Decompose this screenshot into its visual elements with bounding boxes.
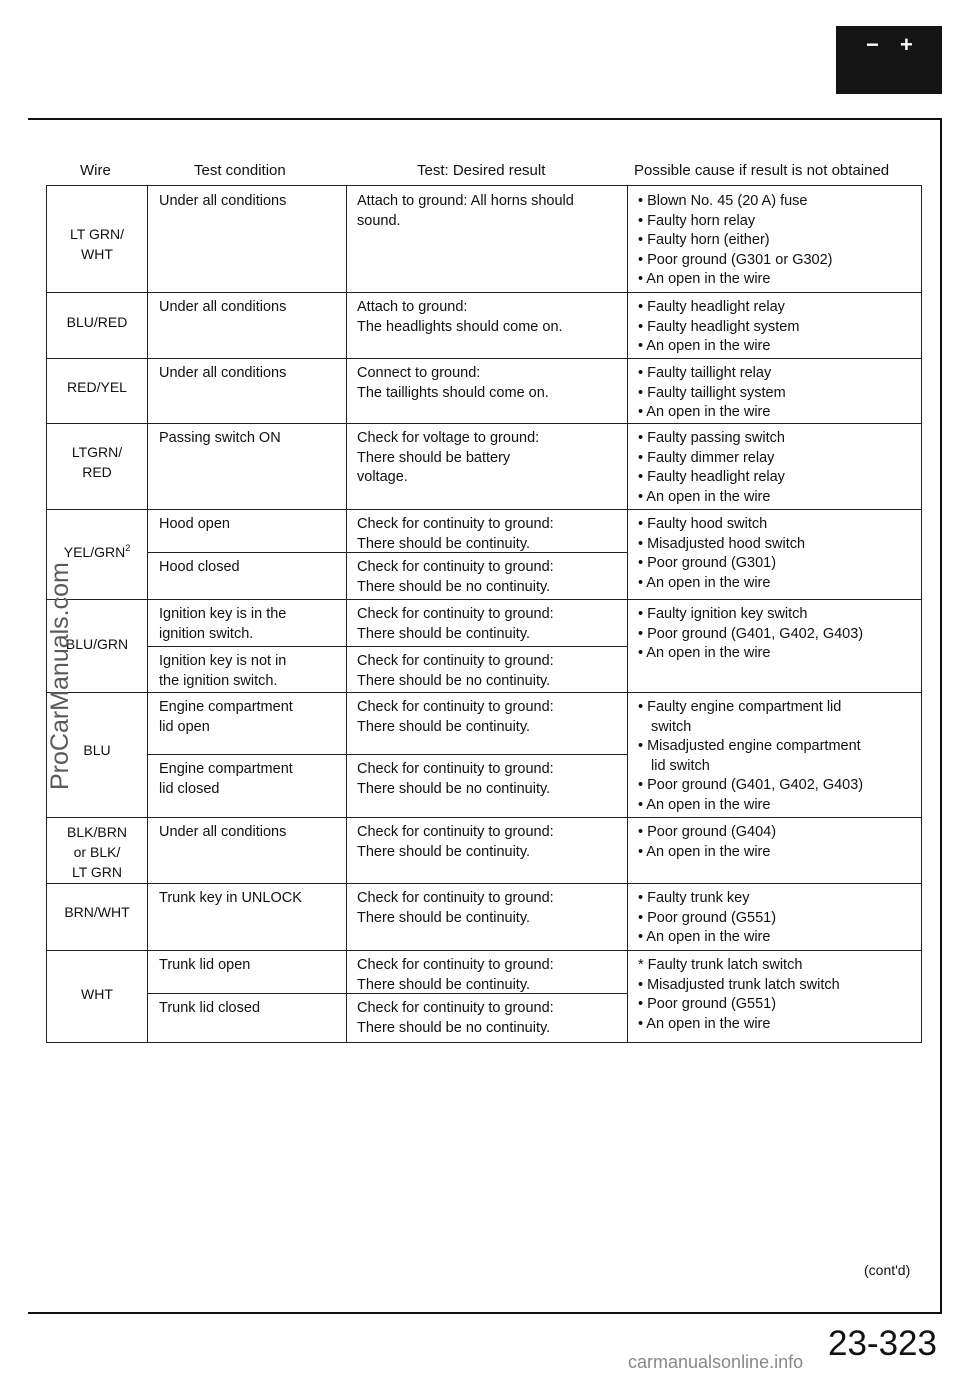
possible-cause-item: • Poor ground (G551) <box>638 996 777 1012</box>
possible-cause-item: • Faulty horn (either) <box>638 232 770 248</box>
possible-cause-item: • Faulty engine compartment lid <box>638 699 842 715</box>
desired-result-line: Check for continuity to ground: <box>357 653 554 669</box>
wire-color <box>47 984 147 1004</box>
desired-result-line: The headlights should come on. <box>357 318 563 335</box>
test-condition <box>159 760 293 799</box>
desired-result <box>357 364 549 403</box>
possible-cause-item: • Faulty headlight relay <box>638 299 785 315</box>
header-test-condition: Test condition <box>194 162 286 179</box>
test-condition-line: Trunk key in UNLOCK <box>159 890 302 906</box>
possible-cause-item: • Misadjusted engine compartment <box>638 738 861 754</box>
wire-color-line: LT GRN/ <box>70 226 124 242</box>
possible-cause-item: • An open in the wire <box>638 645 771 661</box>
possible-cause-item: • Faulty trunk key <box>638 890 750 906</box>
wire-color-line: BLU <box>83 742 111 758</box>
possible-cause-item: * Faulty trunk latch switch <box>638 957 803 973</box>
test-condition <box>159 298 286 318</box>
possible-causes <box>638 823 776 862</box>
wire-color-line: RED/YEL <box>67 379 127 395</box>
page-number: 23-323 <box>828 1324 937 1363</box>
desired-result <box>357 429 539 488</box>
test-condition <box>159 515 230 535</box>
test-condition-line: ignition switch. <box>159 625 254 642</box>
possible-causes <box>638 298 799 357</box>
wire-color <box>47 312 147 332</box>
desired-result-line: There should be continuity. <box>357 843 531 860</box>
column-divider <box>346 186 347 1042</box>
desired-result <box>357 515 554 554</box>
row-divider <box>47 692 921 693</box>
wire-color-line: YEL/GRN$^2$ <box>63 543 131 560</box>
desired-result <box>357 558 554 597</box>
possible-cause-item: lid switch <box>651 757 710 774</box>
test-condition-line: Trunk lid closed <box>159 1000 261 1016</box>
desired-result <box>357 192 574 231</box>
test-condition-line: Under all conditions <box>159 824 287 840</box>
desired-result-line: Connect to ground: <box>357 365 481 381</box>
wire-color-line: LTGRN/ <box>71 444 123 460</box>
test-condition <box>159 605 286 644</box>
test-condition-line: lid closed <box>159 780 220 797</box>
possible-cause-item: • An open in the wire <box>638 929 771 945</box>
test-condition-line: Hood closed <box>159 559 240 575</box>
continued-note: (cont'd) <box>864 1262 911 1278</box>
wire-color <box>47 442 147 482</box>
test-condition-line: Engine compartment <box>159 699 293 715</box>
wire-color-line: BLU/GRN <box>65 636 129 652</box>
test-condition <box>159 956 250 976</box>
test-condition <box>159 558 240 578</box>
desired-result-line: There should be continuity. <box>357 976 531 993</box>
possible-cause-item: • Poor ground (G404) <box>638 824 777 840</box>
possible-cause-item: • An open in the wire <box>638 404 771 420</box>
possible-cause-item: • An open in the wire <box>638 843 771 860</box>
possible-cause-item: • Misadjusted trunk latch switch <box>638 976 840 993</box>
header-desired-result: Test: Desired result <box>417 162 546 179</box>
wire-color <box>47 542 147 562</box>
sub-row-divider <box>147 754 627 755</box>
desired-result-line: There should be no continuity. <box>357 578 551 595</box>
possible-cause-item: • Poor ground (G301) <box>638 555 777 571</box>
test-condition <box>159 652 286 691</box>
row-divider <box>47 883 921 884</box>
wire-color-line: RED <box>82 464 112 480</box>
possible-causes <box>638 515 805 593</box>
wire-color-line: WHT <box>81 986 113 1002</box>
desired-result-line: There should be battery <box>357 449 511 466</box>
possible-cause-item: switch <box>651 718 692 735</box>
desired-result-line: Attach to ground: <box>357 299 468 315</box>
test-condition <box>159 698 293 737</box>
test-condition-line: Hood open <box>159 516 230 532</box>
test-condition-line: Trunk lid open <box>159 957 251 973</box>
header-possible-cause: Possible cause if result is not obtained <box>634 162 890 179</box>
desired-result-line: There should be continuity. <box>357 535 531 552</box>
row-divider <box>47 423 921 424</box>
possible-cause-item: • Faulty taillight relay <box>638 365 772 381</box>
desired-result-line: Check for continuity to ground: <box>357 824 554 840</box>
wire-color-line: or BLK/ <box>73 844 121 860</box>
wire-color-line: LT GRN <box>71 864 123 880</box>
possible-cause-item: • Faulty ignition key switch <box>638 606 808 622</box>
possible-cause-item: • An open in the wire <box>638 488 771 505</box>
row-divider <box>47 599 921 600</box>
possible-cause-item: • Faulty passing switch <box>638 430 785 446</box>
wire-color <box>47 822 147 882</box>
desired-result-line: The taillights should come on. <box>357 384 549 401</box>
desired-result <box>357 999 554 1038</box>
test-condition-line: Under all conditions <box>159 365 287 381</box>
possible-cause-item: • Poor ground (G551) <box>638 909 777 926</box>
desired-result-line: There should be no continuity. <box>357 1019 551 1036</box>
desired-result <box>357 605 554 644</box>
test-condition-line: the ignition switch. <box>159 672 278 689</box>
possible-cause-item: • Misadjusted hood switch <box>638 535 806 552</box>
desired-result-line: There should be continuity. <box>357 909 531 926</box>
test-condition <box>159 192 286 212</box>
test-condition <box>159 889 302 909</box>
desired-result-line: Check for continuity to ground: <box>357 559 554 575</box>
wire-color-line: BLK/BRN <box>67 824 127 840</box>
possible-cause-item: • Poor ground (G301 or G302) <box>638 251 833 268</box>
row-divider <box>47 292 921 293</box>
possible-cause-item: • Faulty horn relay <box>638 212 756 229</box>
desired-result <box>357 823 554 862</box>
possible-causes <box>638 889 776 948</box>
test-condition <box>159 429 281 449</box>
desired-result-line: voltage. <box>357 469 408 485</box>
desired-result-line: Check for continuity to ground: <box>357 761 554 777</box>
desired-result <box>357 760 554 799</box>
desired-result-line: Check for continuity to ground: <box>357 606 554 622</box>
row-divider <box>47 817 921 818</box>
battery-icon <box>836 26 942 94</box>
battery-minus-sign: − <box>866 32 879 57</box>
desired-result <box>357 956 554 995</box>
test-condition-line: Under all conditions <box>159 299 287 315</box>
test-condition <box>159 823 286 843</box>
possible-causes <box>638 429 785 507</box>
possible-cause-item: • Faulty hood switch <box>638 516 768 532</box>
row-divider <box>47 950 921 951</box>
desired-result <box>357 889 554 928</box>
test-condition <box>159 999 260 1019</box>
test-condition-line: lid open <box>159 718 210 735</box>
wire-color-line: BRN/WHT <box>64 904 130 920</box>
possible-cause-item: • Faulty dimmer relay <box>638 449 775 466</box>
possible-cause-item: • An open in the wire <box>638 271 771 287</box>
desired-result-line: There should be continuity. <box>357 625 531 642</box>
test-condition <box>159 364 286 384</box>
desired-result-line: There should be continuity. <box>357 718 531 735</box>
wire-color <box>47 377 147 397</box>
desired-result-line: There should be no continuity. <box>357 780 551 797</box>
test-table <box>46 185 922 1043</box>
test-condition-line: Engine compartment <box>159 761 293 777</box>
wire-color-line: WHT <box>81 246 113 262</box>
possible-cause-item: • An open in the wire <box>638 338 771 354</box>
test-condition-line: Passing switch ON <box>159 430 281 446</box>
desired-result-line: Check for continuity to ground: <box>357 957 554 973</box>
table-header <box>0 162 960 184</box>
header-wire: Wire <box>80 162 111 179</box>
possible-cause-item: • An open in the wire <box>638 1015 771 1032</box>
desired-result-line: There should be no continuity. <box>357 672 551 689</box>
row-divider <box>47 358 921 359</box>
wire-footnote: 2 <box>125 543 131 553</box>
possible-cause-item: • Faulty headlight system <box>638 318 800 335</box>
possible-causes <box>638 605 863 664</box>
possible-causes <box>638 956 840 1034</box>
test-condition-line: Under all conditions <box>159 193 287 209</box>
possible-cause-item: • Poor ground (G401, G402, G403) <box>638 777 864 793</box>
possible-cause-item: • An open in the wire <box>638 574 771 591</box>
test-condition-line: Ignition key is in the <box>159 606 287 622</box>
possible-cause-item: • An open in the wire <box>638 796 771 813</box>
desired-result <box>357 298 563 337</box>
wire-color <box>47 224 147 264</box>
desired-result <box>357 698 554 737</box>
battery-plus-sign: + <box>900 32 913 57</box>
desired-result-line: sound. <box>357 212 401 229</box>
desired-result-line: Check for continuity to ground: <box>357 516 554 532</box>
desired-result-line: Check for continuity to ground: <box>357 699 554 715</box>
possible-cause-item: • Faulty taillight system <box>638 384 786 401</box>
possible-causes <box>638 192 833 290</box>
possible-cause-item: • Blown No. 45 (20 A) fuse <box>638 193 808 209</box>
desired-result-line: Attach to ground: All horns should <box>357 193 574 209</box>
footer-watermark: carmanualsonline.info <box>628 1352 804 1372</box>
possible-causes <box>638 698 863 815</box>
wire-color <box>47 902 147 922</box>
desired-result-line: Check for continuity to ground: <box>357 1000 554 1016</box>
desired-result <box>357 652 554 691</box>
desired-result-line: Check for voltage to ground: <box>357 430 540 446</box>
sub-row-divider <box>147 646 627 647</box>
column-divider <box>147 186 148 1042</box>
wire-color-line: BLU/RED <box>66 314 128 330</box>
desired-result-line: Check for continuity to ground: <box>357 890 554 906</box>
watermark: ProCarManuals.com <box>46 562 74 790</box>
column-divider <box>627 186 628 1042</box>
possible-cause-item: • Poor ground (G401, G402, G403) <box>638 625 864 642</box>
possible-causes <box>638 364 786 423</box>
possible-cause-item: • Faulty headlight relay <box>638 469 785 485</box>
test-condition-line: Ignition key is not in <box>159 653 287 669</box>
row-divider <box>47 509 921 510</box>
